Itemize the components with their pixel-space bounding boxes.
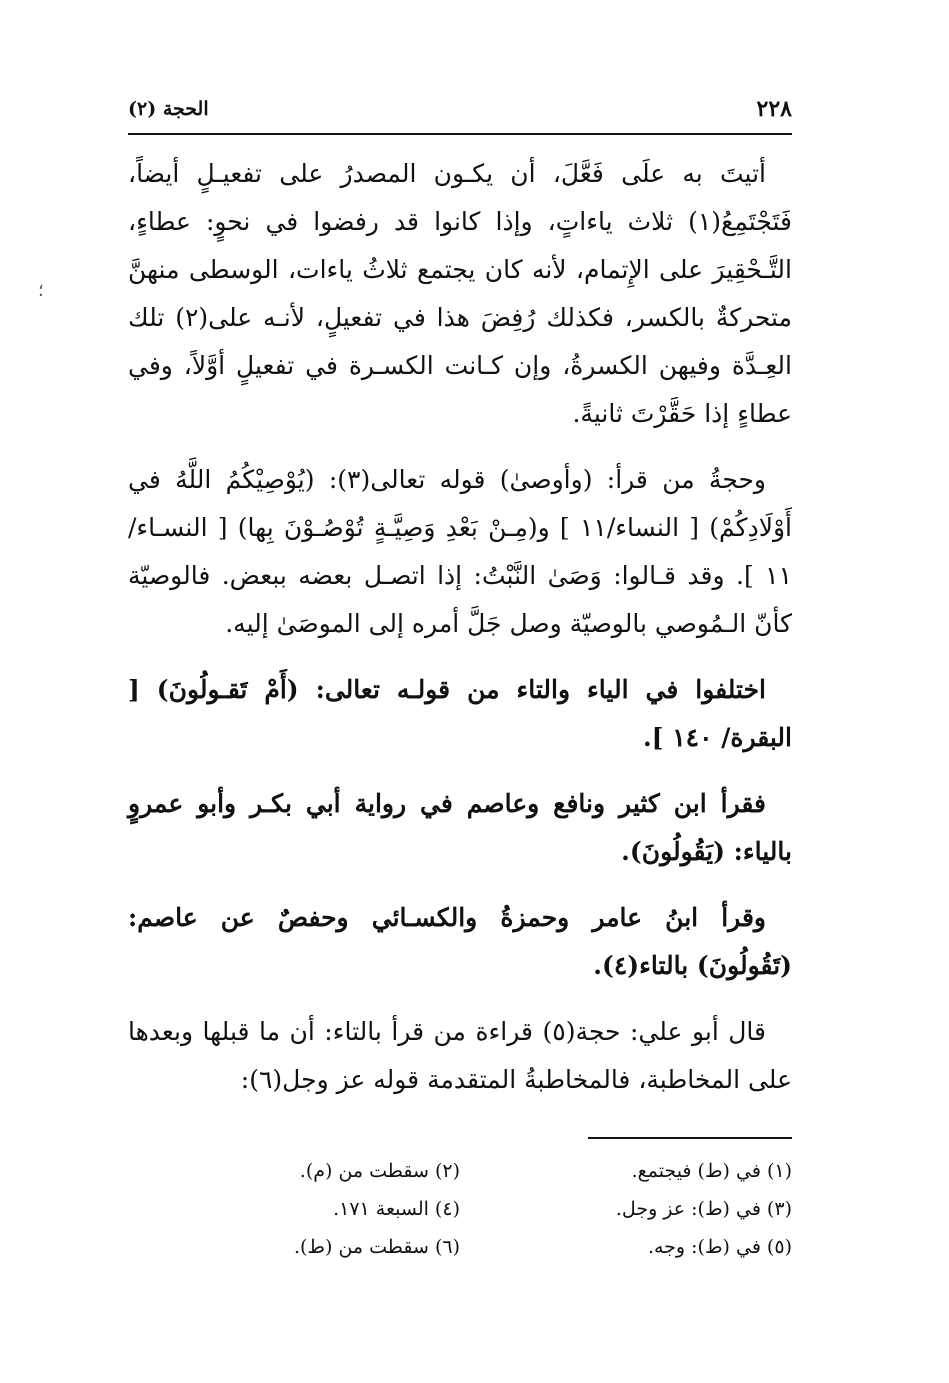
- margin-mark: ؛: [38, 280, 44, 301]
- footnote-1: (١) في (ط) فيجتمع.: [631, 1160, 792, 1182]
- page-header: [128, 96, 792, 130]
- paragraph-2: وحجةُ من قرأ: (وأوصىٰ) قوله تعالى(٣): (يُوْصِيْكُمُ اللَّهُ في أَوْلَادِكُمْ) [ النساء/١١ ] و(مِـنْ بَعْدِ وَصِيَّـةٍ تُوْصُـوْنَ بِها) [ النسـاء/١١ ]. وقد قـالوا: وَصَىٰ النَّبْتُ: إذا اتصـل بعضه ببعض. فالوصيّة كأنّ الـمُوصي بالوصيّة وصل جَلَّ أمره إلى الموصَىٰ إليه.: [128, 465, 792, 638]
- footnote-5: (٥) في (ط): وجه.: [647, 1236, 792, 1258]
- footnote-6: (٦) سقطت من (ط).: [293, 1236, 460, 1258]
- footnote-3: (٣) في (ط): عز وجل.: [615, 1198, 792, 1220]
- footnotes: [128, 1152, 792, 1266]
- footnote-row: [128, 1228, 792, 1266]
- footnote-row: [128, 1152, 792, 1190]
- paragraph-6: قال أبو علي: حجة(٥) قراءة من قرأ بالتاء: أن ما قبلها وبعدها على المخاطبة، فالمخاطبةُ المتقدمة قوله عز وجل(٦):: [128, 1017, 792, 1094]
- paragraph-1: أتيتَ به علَى فَعَّلَ، أن يكـون المصدرُ على تفعيـلٍ أيضاً، فَتَجْتَمِعُ(١) ثلاث ياءاتٍ، وإذا كانوا قد رفضوا في نحوٍ: عطاءٍ، التَّـحْقِيرَ على الإِتمام، لأنه كان يجتمع ثلاثُ ياءات، الوسطى منهنَّ متحركةٌ بالكسر، فكذلك رُفِضَ هذا في تفعيلٍ، لأنـه على(٢) تلك العِـدَّة وفيهن الكسرةُ، وإن كـانت الكسـرة في تفعيلٍ أوَّلاً، وفي عطاءٍ إذا حَقَّرْتَ ثانيةً.: [128, 159, 792, 428]
- main-text: [128, 150, 792, 1122]
- paragraph-5: وقرأ ابنُ عامر وحمزةُ والكسـائي وحفصٌ عن عاصم: (تَقُولُونَ) بالتاء(٤).: [128, 903, 792, 980]
- paragraph-4: فقرأ ابن كثير ونافع وعاصم في رواية أبي بكـر وأبو عمروٍ بالياء: (يَقُولُونَ).: [128, 789, 792, 866]
- paragraph-3-heading: اختلفوا في الياء والتاء من قولـه تعالى: (أَمْ تَقـولُونَ) [ البقرة/ ١٤٠ ].: [128, 675, 792, 752]
- footnote-rule: [588, 1137, 792, 1139]
- footnote-2: (٢) سقطت من (م).: [299, 1160, 460, 1182]
- page-number: ٢٢٨: [756, 96, 792, 122]
- footnote-4: (٤) السبعة ١٧١.: [333, 1198, 460, 1220]
- running-title: الحجة (٢): [128, 98, 209, 120]
- footnote-row: [128, 1190, 792, 1228]
- header-rule: [128, 133, 792, 135]
